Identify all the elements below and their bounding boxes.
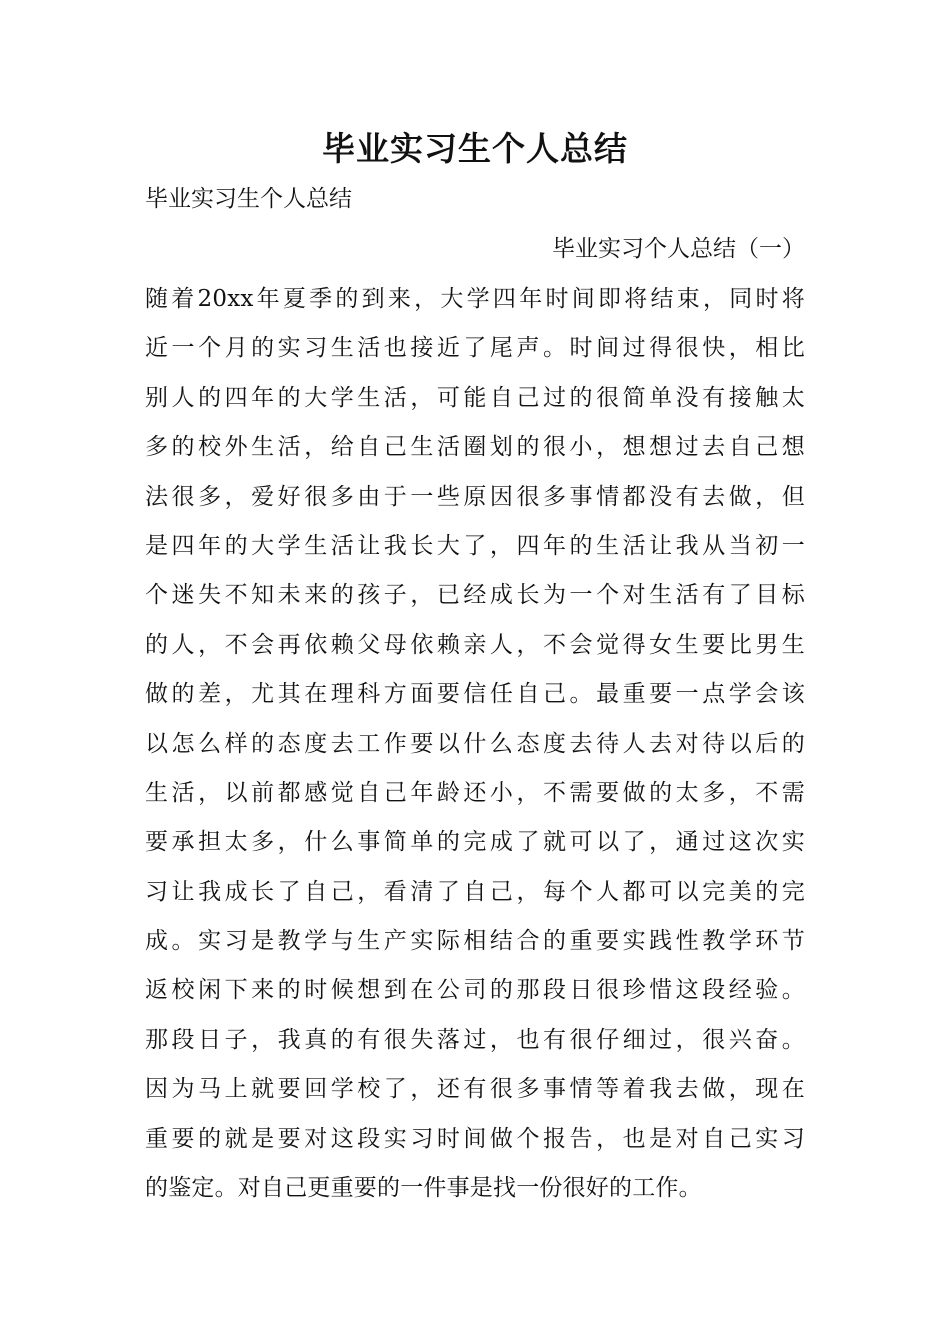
text-line: 个迷失不知未来的孩子，已经成长为一个对生活有了目标: [145, 582, 805, 609]
document-title: 毕业实习生个人总结: [322, 129, 628, 168]
text-line: 多的校外生活，给自己生活圈划的很小，想想过去自己想: [145, 434, 805, 461]
text-line: 要承担太多，什么事简单的完成了就可以了，通过这次实: [145, 829, 805, 856]
text-line: 返校闲下来的时候想到在公司的那段日很珍惜这段经验。: [145, 977, 805, 1004]
text-line: 因为马上就要回学校了，还有很多事情等着我去做，现在: [145, 1076, 805, 1103]
text-line: 那段日子，我真的有很失落过，也有很仔细过，很兴奋。: [145, 1026, 805, 1053]
text-line: 法很多，爱好很多由于一些原因很多事情都没有去做，但: [145, 483, 805, 510]
document-subtitle: 毕业实习生个人总结: [145, 186, 352, 212]
text-line: 习让我成长了自己，看清了自己，每个人都可以完美的完: [145, 878, 805, 905]
text-line: 别人的四年的大学生活，可能自己过的很简单没有接触太: [145, 384, 805, 411]
section-heading: 毕业实习个人总结（一）: [552, 236, 805, 262]
text-line: 做的差，尤其在理科方面要信任自己。最重要一点学会该: [145, 681, 805, 708]
text-line: 的鉴定。对自己更重要的一件事是找一份很好的工作。: [145, 1175, 702, 1202]
text-line: 以怎么样的态度去工作要以什么态度去待人去对待以后的: [145, 730, 805, 757]
text-line: 近一个月的实习生活也接近了尾声。时间过得很快，相比: [145, 335, 805, 362]
text-line: 随着20xx年夏季的到来，大学四年时间即将结束，同时将: [145, 286, 805, 312]
body-paragraph: [145, 279, 805, 1217]
text-line: 的人，不会再依赖父母依赖亲人，不会觉得女生要比男生: [145, 631, 805, 658]
text-line: 生活，以前都感觉自己年龄还小，不需要做的太多，不需: [145, 779, 805, 806]
text-line: 是四年的大学生活让我长大了，四年的生活让我从当初一: [145, 532, 805, 559]
text-line: 成。实习是教学与生产实际相结合的重要实践性教学环节: [145, 928, 805, 955]
text-line: 重要的就是要对这段实习时间做个报告，也是对自己实习: [145, 1125, 805, 1152]
